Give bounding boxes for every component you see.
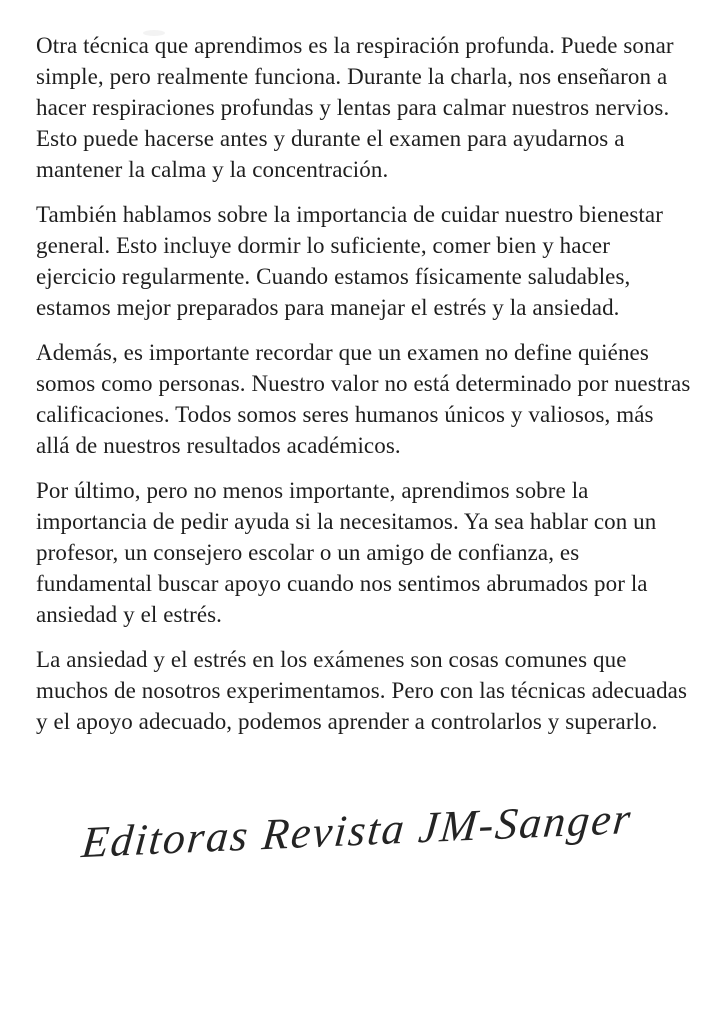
- paragraph-general-wellbeing: También hablamos sobre la importancia de cuidar nuestro bienestar general. Esto incluye dormir lo suficiente, comer bien y hacer ejercicio regularmente. Cuando estamos físicamente saludables, estamos mejor preparados para manejar el estrés y la ansiedad.: [36, 202, 663, 320]
- document-body: [36, 30, 691, 751]
- paragraph-breathing-technique: Otra técnica que aprendimos es la respiración profunda. Puede sonar simple, pero realmente funciona. Durante la charla, nos enseñaron a hacer respiraciones profundas y lentas para calmar nuestros nervios. Esto puede hacerse antes y durante el examen para ayudarnos a mantener la calma y la concentración.: [36, 33, 674, 182]
- paragraph-self-worth: Además, es importante recordar que un examen no define quiénes somos como personas. Nuestro valor no está determinado por nuestras calificaciones. Todos somos seres humanos únicos y valiosos, más allá de nuestros resultados académicos.: [36, 340, 691, 458]
- handwritten-signature: Editoras Revista JM-Sanger: [79, 793, 635, 868]
- paragraph-conclusion: La ansiedad y el estrés en los exámenes son cosas comunes que muchos de nosotros experimentamos. Pero con las técnicas adecuadas y el apoyo adecuado, podemos aprender a controlarlos y superarlo.: [36, 647, 688, 734]
- paragraph-asking-for-help: Por último, pero no menos importante, aprendimos sobre la importancia de pedir ayuda si la necesitamos. Ya sea hablar con un profesor, un consejero escolar o un amigo de confianza, es fundamental buscar apoyo cuando nos sentimos abrumados por la ansiedad y el estrés.: [36, 478, 657, 627]
